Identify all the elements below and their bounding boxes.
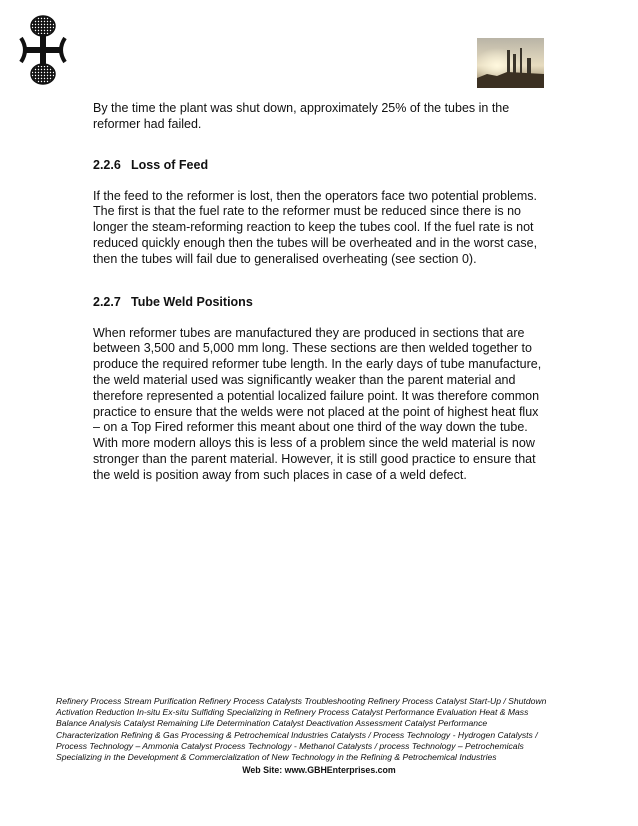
footer-text-block — [56, 696, 586, 763]
footer-line: Activation Reduction In-situ Ex-situ Sulfiding Specializing in Refinery Process Catalyst Performance Evaluation Heat & Mass — [56, 707, 529, 718]
footer-line: Characterization Refining & Gas Processing & Petrochemical Industries Catalysts / Process Technology - Hydrogen Catalysts / — [56, 729, 538, 740]
section-title: Tube Weld Positions — [131, 294, 253, 309]
footer-line: Balance Analysis Catalyst Remaining Life Determination Catalyst Deactivation Assessment Catalyst Performance — [56, 718, 488, 729]
section-heading-loss-of-feed — [93, 157, 548, 173]
intro-paragraph: By the time the plant was shut down, approximately 25% of the tubes in the reformer had failed. — [93, 101, 510, 131]
refinery-sunset-photo — [477, 38, 544, 88]
section-title: Loss of Feed — [131, 157, 209, 172]
footer-line: Specializing in the Development & Commercialization of New Technology in the Refining & Petrochemical Industries — [56, 752, 497, 763]
footer-line: Refinery Process Stream Purification Refinery Process Catalysts Troubleshooting Refinery Process Catalyst Start-Up / Shutdown — [56, 696, 547, 706]
loss-of-feed-paragraph: If the feed to the reformer is lost, then the operators face two potential problems. The first is that the fuel rate to the reformer must be reduced since there is no longer the steam-reforming reaction to keep the tubes cool. If the fuel rate is not reduced quickly enough then the tubes will be overheated and in the worst case, then the tubes will fail due to generalised overheating (see section 0). — [93, 188, 538, 266]
website-link[interactable]: Web Site: www.GBHEnterprises.com — [242, 765, 396, 775]
tube-weld-paragraph: When reformer tubes are manufactured they are produced in sections that are between 3,500 and 5,000 mm long. These sections are then welded together to produce the required reformer tube length. In the early days of tube manufacture, the weld material used was significantly weaker than the parent material and therefore represented a potential localized failure point. It was therefore common practice to ensure that the welds were not placed at the point of highest heat flux – on a Top Fired reformer this meant about one third of the way down the tube. With more modern alloys this is less of a problem since the weld material is now stronger than the parent material. However, it is still good practice to ensure that the weld is position away from such places in case of a weld defect. — [93, 325, 542, 482]
document-body — [93, 101, 548, 484]
section-heading-tube-weld — [93, 294, 548, 310]
company-logo-icon — [19, 14, 67, 86]
section-number: 2.2.6 — [93, 157, 121, 172]
footer-line: Process Technology – Ammonia Catalyst Process Technology - Methanol Catalysts / process Technology – Petrochemicals — [56, 740, 524, 751]
section-number: 2.2.7 — [93, 294, 121, 309]
